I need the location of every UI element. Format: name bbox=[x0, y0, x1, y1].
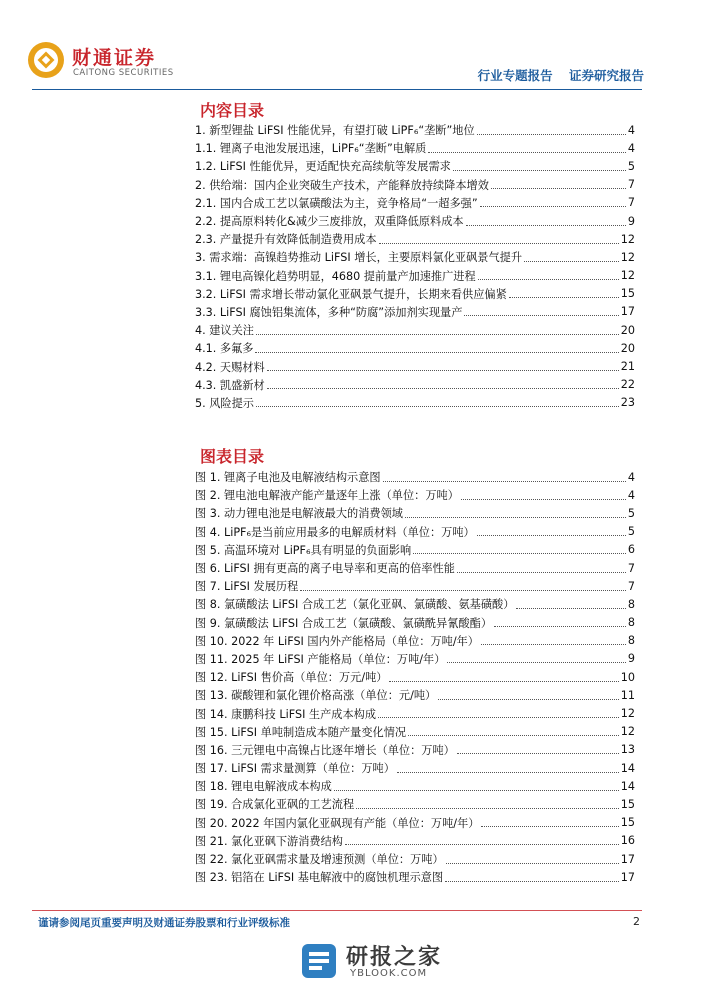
dot-leader bbox=[267, 370, 619, 371]
dot-leader bbox=[334, 790, 619, 791]
figure-toc-entry-page: 7 bbox=[627, 579, 635, 593]
figure-toc-entry[interactable] bbox=[195, 541, 635, 559]
figure-toc-title: 图表目录 bbox=[200, 447, 265, 466]
figure-toc-entry-title: 图 21. 氯化亚砜下游消费结构 bbox=[195, 834, 343, 848]
figure-toc-entry-title: 图 4. LiPF₆是当前应用最多的电解质材料（单位：万吨） bbox=[195, 525, 475, 539]
figure-toc-entry[interactable] bbox=[195, 559, 635, 577]
figure-toc-entry[interactable] bbox=[195, 850, 635, 868]
figure-toc-entry-page: 4 bbox=[627, 488, 635, 502]
toc-entry-title: 4.1. 多氟多 bbox=[195, 342, 254, 356]
figure-toc-entry-page: 17 bbox=[620, 870, 635, 884]
figure-toc-entry[interactable] bbox=[195, 468, 635, 486]
figure-toc-entry-title: 图 6. LiFSI 拥有更高的离子电导率和更高的倍率性能 bbox=[195, 562, 455, 576]
toc-list bbox=[195, 121, 635, 412]
toc-entry[interactable] bbox=[195, 121, 635, 139]
toc-entry-title: 1.2. LiFSI 性能优异，更适配快充高续航等发展需求 bbox=[195, 160, 451, 174]
toc-entry-page: 12 bbox=[620, 232, 635, 246]
figure-toc-entry-page: 16 bbox=[620, 834, 635, 848]
dot-leader bbox=[461, 499, 626, 500]
toc-entry[interactable] bbox=[195, 230, 635, 248]
figure-toc-entry-title: 图 5. 高温环境对 LiPF₆具有明显的负面影响 bbox=[195, 543, 412, 557]
figure-toc-entry-title: 图 18. 锂电电解液成本构成 bbox=[195, 780, 332, 794]
report-type-tags bbox=[478, 66, 644, 84]
figure-toc-entry-title: 图 17. LiFSI 需求量测算（单位：万吨） bbox=[195, 762, 395, 776]
figure-toc-entry[interactable] bbox=[195, 723, 635, 741]
dot-leader bbox=[413, 553, 626, 554]
figure-toc-entry-page: 14 bbox=[620, 779, 635, 793]
dot-leader bbox=[383, 481, 626, 482]
figure-toc-entry-page: 11 bbox=[620, 688, 635, 702]
header-divider bbox=[32, 89, 642, 90]
figure-toc-entry-page: 5 bbox=[627, 525, 635, 539]
dot-leader bbox=[267, 388, 619, 389]
toc-entry-title: 4. 建议关注 bbox=[195, 324, 254, 338]
dot-leader bbox=[466, 225, 626, 226]
dot-leader bbox=[509, 297, 619, 298]
dot-leader bbox=[491, 188, 626, 189]
dot-leader bbox=[300, 590, 626, 591]
company-logo bbox=[26, 40, 176, 86]
brand-name-en: CAITONG SECURITIES bbox=[73, 68, 174, 78]
figure-toc-entry[interactable] bbox=[195, 832, 635, 850]
report-tag-industry: 行业专题报告 bbox=[477, 68, 553, 83]
dot-leader bbox=[379, 243, 619, 244]
figure-toc-entry[interactable] bbox=[195, 486, 635, 504]
dot-leader bbox=[397, 772, 619, 773]
figure-toc-entry[interactable] bbox=[195, 868, 635, 886]
toc-entry[interactable] bbox=[195, 376, 635, 394]
toc-entry-title: 2. 供给端：国内企业突破生产技术，产能释放持续降本增效 bbox=[195, 178, 489, 192]
dot-leader bbox=[480, 206, 626, 207]
toc-entry[interactable] bbox=[195, 394, 635, 412]
toc-entry-page: 4 bbox=[627, 141, 635, 155]
toc-entry-title: 5. 风险提示 bbox=[195, 396, 254, 410]
figure-toc-entry-page: 13 bbox=[620, 743, 635, 757]
dot-leader bbox=[356, 808, 619, 809]
figure-toc-entry-title: 图 7. LiFSI 发展历程 bbox=[195, 580, 299, 594]
toc-entry-title: 2.3. 产量提升有效降低制造费用成本 bbox=[195, 233, 377, 247]
figure-toc-entry-title: 图 10. 2022 年 LiFSI 国内外产能格局（单位：万吨/年） bbox=[195, 634, 479, 648]
toc-entry-page: 9 bbox=[627, 214, 635, 228]
caitong-logo-icon bbox=[26, 40, 66, 80]
figure-toc-entry[interactable] bbox=[195, 777, 635, 795]
toc-entry-page: 21 bbox=[620, 360, 635, 374]
figure-toc-entry[interactable] bbox=[195, 704, 635, 722]
watermark bbox=[300, 940, 470, 984]
dot-leader bbox=[445, 881, 619, 882]
dot-leader bbox=[494, 626, 626, 627]
toc-entry-page: 15 bbox=[620, 287, 635, 301]
figure-toc-entry-page: 10 bbox=[620, 670, 635, 684]
dot-leader bbox=[446, 863, 619, 864]
dot-leader bbox=[481, 644, 626, 645]
report-tag-securities: 证券研究报告 bbox=[568, 68, 644, 83]
figure-toc-entry-title: 图 16. 三元锂电中高镍占比逐年增长（单位：万吨） bbox=[195, 743, 455, 757]
toc-entry[interactable] bbox=[195, 157, 635, 175]
figure-toc-entry-page: 8 bbox=[627, 634, 635, 648]
toc-entry[interactable] bbox=[195, 139, 635, 157]
toc-title: 内容目录 bbox=[200, 101, 265, 120]
figure-toc-entry[interactable] bbox=[195, 814, 635, 832]
dot-leader bbox=[408, 735, 619, 736]
figure-toc-entry[interactable] bbox=[195, 741, 635, 759]
figure-toc-entry-page: 8 bbox=[627, 616, 635, 630]
dot-leader bbox=[378, 717, 619, 718]
toc-entry-title: 3.3. LiFSI 腐蚀铝集流体，多种“防腐”添加剂实现量产 bbox=[195, 305, 463, 319]
toc-entry-page: 17 bbox=[620, 305, 635, 319]
dot-leader bbox=[345, 844, 619, 845]
toc-entry-page: 4 bbox=[627, 123, 635, 137]
dot-leader bbox=[256, 334, 619, 335]
toc-entry[interactable] bbox=[195, 339, 635, 357]
figure-toc-entry[interactable] bbox=[195, 523, 635, 541]
toc-entry-page: 7 bbox=[627, 196, 635, 210]
toc-entry-page: 5 bbox=[627, 159, 635, 173]
toc-entry-page: 22 bbox=[620, 378, 635, 392]
figure-toc-entry-title: 图 12. LiFSI 售价高（单位：万元/吨） bbox=[195, 671, 388, 685]
dot-leader bbox=[457, 753, 619, 754]
figure-toc-entry-title: 图 22. 氯化亚砜需求量及增速预测（单位：万吨） bbox=[195, 853, 444, 867]
toc-entry-title: 2.2. 提高原料转化&减少三废排放，双重降低原料成本 bbox=[195, 215, 464, 229]
toc-entry[interactable] bbox=[195, 212, 635, 230]
dot-leader bbox=[464, 315, 618, 316]
figure-toc-entry-title: 图 1. 锂离子电池及电解液结构示意图 bbox=[195, 471, 381, 485]
figure-toc-entry-page: 4 bbox=[627, 470, 635, 484]
toc-entry[interactable] bbox=[195, 285, 635, 303]
figure-toc-entry-page: 8 bbox=[627, 597, 635, 611]
toc-entry-title: 3.2. LiFSI 需求增长带动氯化亚砜景气提升，长期来看供应偏紧 bbox=[195, 287, 507, 301]
toc-entry-title: 3. 需求端：高镍趋势推动 LiFSI 增长，主要原料氯化亚砜景气提升 bbox=[195, 251, 523, 265]
dot-leader bbox=[478, 279, 619, 280]
toc-entry-title: 1.1. 锂离子电池发展迅速，LiPF₆“垄断”电解质 bbox=[195, 142, 427, 156]
dot-leader bbox=[447, 662, 625, 663]
yblook-logo-icon bbox=[300, 942, 338, 980]
toc-entry[interactable] bbox=[195, 357, 635, 375]
toc-entry[interactable] bbox=[195, 194, 635, 212]
toc-entry-page: 7 bbox=[627, 178, 635, 192]
dot-leader bbox=[438, 699, 619, 700]
figure-toc-entry-title: 图 20. 2022 年国内氯化亚砜现有产能（单位：万吨/年） bbox=[195, 816, 480, 830]
dot-leader bbox=[516, 608, 625, 609]
figure-toc-entry-page: 6 bbox=[627, 543, 635, 557]
figure-toc-entry-page: 12 bbox=[620, 725, 635, 739]
toc-entry-title: 2.1. 国内合成工艺以氯磺酸法为主，竞争格局“一超多强” bbox=[195, 196, 478, 210]
figure-toc-entry-title: 图 9. 氯磺酸法 LiFSI 合成工艺（氯磺酸、氯磺酰异氰酸酯） bbox=[195, 616, 493, 630]
toc-entry-title: 1. 新型锂盐 LiFSI 性能优异，有望打破 LiPF₆“垄断”地位 bbox=[195, 124, 475, 138]
dot-leader bbox=[524, 261, 619, 262]
figure-toc-list bbox=[195, 468, 635, 886]
figure-toc-entry[interactable] bbox=[195, 795, 635, 813]
figure-toc-entry-title: 图 19. 合成氯化亚砜的工艺流程 bbox=[195, 798, 355, 812]
figure-toc-entry[interactable] bbox=[195, 595, 635, 613]
figure-toc-entry[interactable] bbox=[195, 668, 635, 686]
dot-leader bbox=[477, 535, 626, 536]
toc-entry-page: 12 bbox=[620, 250, 635, 264]
figure-toc-entry-page: 5 bbox=[627, 506, 635, 520]
toc-entry[interactable] bbox=[195, 267, 635, 285]
figure-toc-entry[interactable] bbox=[195, 759, 635, 777]
figure-toc-entry[interactable] bbox=[195, 614, 635, 632]
figure-toc-entry[interactable] bbox=[195, 577, 635, 595]
toc-entry-title: 3.1. 锂电高镍化趋势明显，4680 提前量产加速推广进程 bbox=[195, 269, 476, 283]
dot-leader bbox=[256, 406, 619, 407]
figure-toc-entry-title: 图 8. 氯磺酸法 LiFSI 合成工艺（氯化亚砜、氯磺酸、氨基磺酸） bbox=[195, 598, 515, 612]
figure-toc-entry-page: 9 bbox=[627, 652, 635, 666]
watermark-text-en: YBLOOK.COM bbox=[350, 968, 428, 979]
figure-toc-entry[interactable] bbox=[195, 504, 635, 522]
figure-toc-entry-title: 图 15. LiFSI 单吨制造成本随产量变化情况 bbox=[195, 725, 407, 739]
toc-entry-title: 4.2. 天赐材料 bbox=[195, 360, 265, 374]
figure-toc-entry-title: 图 3. 动力锂电池是电解液最大的消费领域 bbox=[195, 507, 403, 521]
toc-entry-title: 4.3. 凯盛新材 bbox=[195, 378, 265, 392]
figure-toc-entry-page: 15 bbox=[620, 816, 635, 830]
figure-toc-entry-page: 7 bbox=[627, 561, 635, 575]
dot-leader bbox=[428, 152, 626, 153]
dot-leader bbox=[477, 134, 626, 135]
dot-leader bbox=[453, 170, 626, 171]
toc-entry-page: 20 bbox=[620, 323, 635, 337]
figure-toc-entry-title: 图 13. 碳酸锂和氯化锂价格高涨（单位：元/吨） bbox=[195, 689, 437, 703]
dot-leader bbox=[457, 572, 626, 573]
dot-leader bbox=[481, 826, 618, 827]
brand-name-cn: 财通证券 bbox=[72, 47, 157, 69]
figure-toc-entry-page: 17 bbox=[620, 852, 635, 866]
figure-toc-entry-title: 图 23. 铝箔在 LiFSI 基电解液中的腐蚀机理示意图 bbox=[195, 871, 444, 885]
toc-entry-page: 23 bbox=[620, 396, 635, 410]
figure-toc-entry-title: 图 11. 2025 年 LiFSI 产能格局（单位：万吨/年） bbox=[195, 652, 446, 666]
figure-toc-entry-page: 14 bbox=[620, 761, 635, 775]
toc-entry[interactable] bbox=[195, 248, 635, 266]
figure-toc-entry-page: 15 bbox=[620, 797, 635, 811]
toc-entry[interactable] bbox=[195, 321, 635, 339]
figure-toc-entry[interactable] bbox=[195, 632, 635, 650]
toc-entry[interactable] bbox=[195, 303, 635, 321]
footer-divider bbox=[32, 910, 642, 911]
dot-leader bbox=[405, 517, 626, 518]
figure-toc-entry-title: 图 14. 康鹏科技 LiFSI 生产成本构成 bbox=[195, 707, 377, 721]
toc-entry[interactable] bbox=[195, 176, 635, 194]
figure-toc-entry-page: 12 bbox=[620, 707, 635, 721]
dot-leader bbox=[389, 681, 618, 682]
toc-entry-page: 20 bbox=[620, 341, 635, 355]
watermark-text-cn: 研报之家 bbox=[346, 945, 443, 970]
footer-disclaimer: 谨请参阅尾页重要声明及财通证券股票和行业评级标准 bbox=[38, 917, 290, 929]
page-number: 2 bbox=[633, 915, 640, 928]
figure-toc-entry-title: 图 2. 锂电池电解液产能产量逐年上涨（单位：万吨） bbox=[195, 489, 459, 503]
figure-toc-entry[interactable] bbox=[195, 686, 635, 704]
dot-leader bbox=[255, 352, 618, 353]
toc-entry-page: 12 bbox=[620, 269, 635, 283]
figure-toc-entry[interactable] bbox=[195, 650, 635, 668]
